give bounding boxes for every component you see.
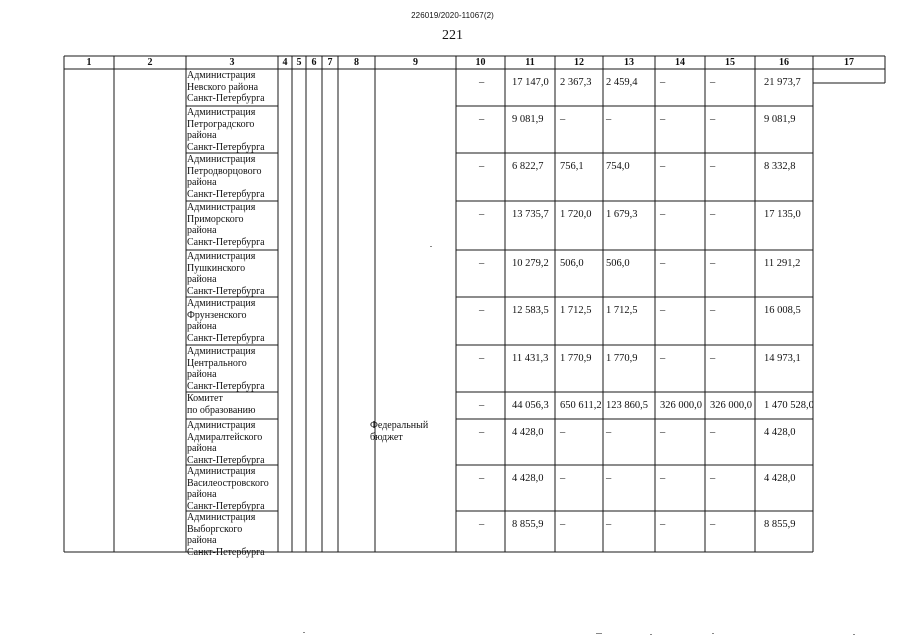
column-header-4: 4 [282,57,288,68]
organization-name-line: Администрация [187,202,256,213]
value-cell-11: 12 583,5 [512,305,549,316]
value-cell-15: – [710,77,716,88]
value-cell-13: – [606,114,612,125]
page-number: 221 [442,28,463,43]
value-cell-12: 650 611,2 [560,400,602,411]
value-cell-11: 44 056,3 [512,400,549,411]
value-cell-13: – [606,519,612,530]
organization-name-line: района [187,130,217,142]
value-cell-15: – [710,427,716,438]
organization-name-line: Санкт-Петербурга [187,454,265,466]
organization-cell [187,251,265,297]
organization-name-line: Петродворцового [187,165,262,177]
value-cell-10: – [479,353,485,364]
organization-name-line: района [187,369,217,381]
value-cell-14: – [660,353,666,364]
organization-cell [187,202,265,248]
value-cell-10: – [479,161,485,172]
organization-name-line: Администрация [187,512,256,523]
organization-name-line: Фрунзенского [187,309,247,321]
value-cell-15: – [710,258,716,269]
value-cell-14: – [660,77,666,88]
value-cell-10: – [479,114,485,125]
value-cell-14: – [660,473,666,484]
value-cell-11: 10 279,2 [512,258,549,269]
value-cell-10: – [479,473,485,484]
organization-name-line: района [187,321,217,333]
organization-name-line: Администрация [187,466,256,477]
organization-name-line: Администрация [187,298,256,309]
scan-speck [430,246,432,247]
organization-name-line: Адмиралтейского [187,431,263,443]
organization-name-line: Администрация [187,107,256,118]
value-cell-11: 4 428,0 [512,473,544,484]
organization-name-line: Санкт-Петербурга [187,285,265,297]
value-cell-10: – [479,427,485,438]
value-cell-16: 8 332,8 [764,161,796,172]
scan-speck [596,633,602,634]
value-cell-14: – [660,258,666,269]
column-header-6: 6 [311,57,317,68]
column-header-2: 2 [147,57,153,68]
organization-name-line: Санкт-Петербурга [187,500,265,512]
value-cell-15: 326 000,0 [710,400,752,411]
column-header-11: 11 [525,57,535,68]
organization-name-line: Василеостровского [187,477,269,489]
organization-name-line: Администрация [187,70,256,81]
organization-cell [187,70,265,105]
value-cell-12: 1 712,5 [560,305,592,316]
organization-cell [187,107,265,153]
organization-cell [187,420,265,466]
value-cell-16: 8 855,9 [764,519,796,530]
organization-name-line: Санкт-Петербурга [187,141,265,153]
value-cell-10: – [479,305,485,316]
value-cell-13: 1 770,9 [606,353,638,364]
organization-name-line: Приморского [187,213,244,225]
organization-name-line: района [187,225,217,237]
column-header-17: 17 [844,57,854,68]
organization-name-line: района [187,443,217,455]
value-cell-12: 506,0 [560,258,584,269]
value-cell-16: 4 428,0 [764,427,796,438]
value-cell-16: 16 008,5 [764,305,801,316]
column-header-12: 12 [574,57,584,68]
value-cell-15: – [710,114,716,125]
organization-name-line: Санкт-Петербурга [187,332,265,344]
organization-cell [187,393,255,416]
organization-name-line: района [187,489,217,501]
value-cell-12: – [560,519,566,530]
value-cell-14: 326 000,0 [660,400,702,411]
organization-name-line: Пушкинского [187,262,246,274]
organization-name-line: района [187,535,217,547]
scan-speck [303,632,305,633]
organization-cell [187,346,265,392]
organization-name-line: Администрация [187,346,256,357]
value-cell-12: 756,1 [560,161,584,172]
organization-name-line: района [187,177,217,189]
value-cell-16: 1 470 528,0 [764,400,814,411]
value-cell-13: – [606,427,612,438]
organization-cell [187,154,265,200]
value-cell-15: – [710,305,716,316]
value-cell-14: – [660,114,666,125]
organization-name-line: Администрация [187,154,256,165]
funding-source-cell: Федеральный бюджет [370,420,429,443]
value-cell-16: 11 291,2 [764,258,801,269]
value-cell-10: – [479,519,485,530]
column-header-15: 15 [725,57,735,68]
value-cell-14: – [660,209,666,220]
organization-cell [187,298,265,344]
column-header-3: 3 [229,57,235,68]
scan-speck [650,634,652,635]
organization-name-line: Санкт-Петербурга [187,546,265,558]
column-header-13: 13 [624,57,634,68]
organization-cell [187,466,269,512]
value-cell-15: – [710,161,716,172]
column-header-10: 10 [475,57,486,68]
value-cell-10: – [479,77,485,88]
organization-name-line: Администрация [187,420,256,431]
scan-speck [853,634,855,635]
value-cell-13: 123 860,5 [606,400,648,411]
organization-name-line: Администрация [187,251,256,262]
value-cell-15: – [710,473,716,484]
value-cell-13: 1 679,3 [606,209,638,220]
value-cell-16: 17 135,0 [764,209,801,220]
column-header-14: 14 [675,57,685,68]
value-cell-16: 4 428,0 [764,473,796,484]
column-header-7: 7 [327,57,333,68]
organization-cell [187,512,265,558]
value-cell-10: – [479,258,485,269]
value-cell-16: 14 973,1 [764,353,801,364]
value-cell-12: 1 770,9 [560,353,592,364]
value-cell-14: – [660,161,666,172]
organization-name-line: района [187,274,217,286]
value-cell-14: – [660,305,666,316]
value-cell-11: 13 735,7 [512,209,549,220]
organization-name-line: Петроградского [187,118,255,130]
value-cell-12: – [560,114,566,125]
value-cell-14: – [660,519,666,530]
value-cell-11: 17 147,0 [512,77,549,88]
value-cell-13: 1 712,5 [606,305,638,316]
organization-name-line: по образованию [187,404,256,416]
column-header-1: 1 [86,57,92,68]
value-cell-16: 9 081,9 [764,114,796,125]
value-cell-12: 2 367,3 [560,77,592,88]
column-header-8: 8 [354,57,359,68]
value-cell-11: 8 855,9 [512,519,544,530]
value-cell-13: 506,0 [606,258,630,269]
document-id: 226019/2020-11067(2) [411,11,494,20]
value-cell-12: 1 720,0 [560,209,592,220]
value-cell-12: – [560,427,566,438]
value-cell-11: 6 822,7 [512,161,544,172]
value-cell-13: – [606,473,612,484]
value-cell-11: 11 431,3 [512,353,549,364]
organization-name-line: Санкт-Петербурга [187,236,265,248]
value-cell-14: – [660,427,666,438]
value-cell-11: 9 081,9 [512,114,544,125]
value-cell-10: – [479,400,485,411]
organization-name-line: Невского района [187,81,259,93]
organization-name-line: Выборгского [187,523,243,535]
value-cell-16: 21 973,7 [764,77,801,88]
value-cell-13: 2 459,4 [606,77,638,88]
value-cell-10: – [479,209,485,220]
value-cell-15: – [710,519,716,530]
column-header-9: 9 [413,57,418,68]
value-cell-15: – [710,353,716,364]
value-cell-13: 754,0 [606,161,630,172]
scan-speck [712,633,714,634]
organization-name-line: Комитет [187,393,223,404]
column-header-5: 5 [296,57,302,68]
value-cell-12: – [560,473,566,484]
column-header-16: 16 [779,57,789,68]
organization-name-line: Санкт-Петербурга [187,188,265,200]
organization-name-line: Санкт-Петербурга [187,380,265,392]
organization-name-line: Центрального [187,357,247,369]
value-cell-15: – [710,209,716,220]
value-cell-11: 4 428,0 [512,427,544,438]
organization-name-line: Санкт-Петербурга [187,93,265,105]
